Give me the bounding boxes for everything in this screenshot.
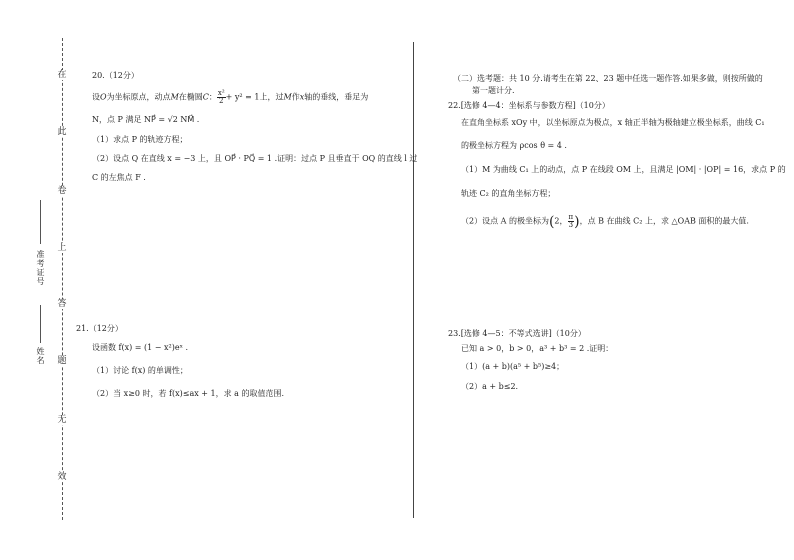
seal-char: 卷 (57, 186, 67, 196)
seal-char: 此 (57, 127, 67, 137)
column-divider (413, 42, 414, 518)
q22-part1-a: （1）M 为曲线 C₁ 上的动点，点 P 在线段 OM 上，且满足 |OM| · |OP| = 16，求点 P 的 (461, 165, 786, 174)
q23-title: 23.[选修 4—5：不等式选讲]（10分） (448, 329, 586, 338)
q20-part2-a: （2）设点 Q 在直线 x = −3 上，且 OP⃗ · PQ⃗ = 1 .证明：过点 P 且垂直于 OQ 的直线 l 过 (92, 154, 418, 163)
seal-char: 在 (57, 70, 67, 80)
q22-part1-b: 轨迹 C₂ 的直角坐标方程； (461, 189, 556, 198)
q23-line1: 已知 a > 0，b > 0，a³ + b³ = 2 .证明： (461, 344, 614, 353)
polar-angle-fraction: $\frac{\pi}{3}$ (568, 213, 574, 229)
seal-char: 效 (57, 472, 67, 482)
q20-line1: 设O为坐标原点，动点M在椭圆C： $\frac{\text{x²}}{2}$ + y² = 1上，过M作x轴的垂线，垂足为 (92, 89, 369, 105)
q22-line2: 的极坐标方程为 ρcos θ = 4 . (461, 141, 567, 150)
polar-coord-paren: ( (548, 213, 555, 230)
seal-char: 无 (57, 415, 67, 425)
q21-title: 21.（12分） (76, 324, 123, 333)
q22-title: 22.[选修 4—4：坐标系与参数方程]（10分） (448, 101, 610, 110)
q23-part1: （1）(a + b)(a⁵ + b⁵)≥4； (461, 362, 565, 371)
q21-part2: （2）当 x≥0 时，若 f(x)≤ax + 1，求 a 的取值范围. (92, 389, 284, 398)
q21-line1: 设函数 f(x) = (1 − x²)eˣ . (92, 343, 189, 352)
exam-number-line (40, 200, 41, 244)
name-label: 姓名 (36, 347, 45, 365)
q20-part2-b: C 的左焦点 F . (92, 173, 146, 182)
exam-number-label: 准考证号 (36, 250, 45, 286)
seal-char: 题 (57, 356, 67, 366)
elective-line2: 第一题计分. (472, 86, 515, 95)
q23-part2: （2）a + b≤2. (461, 382, 519, 391)
name-line (40, 305, 41, 343)
binding-margin (0, 0, 80, 560)
ellipse-fraction: $\frac{\text{x²}}{2}$ (217, 89, 225, 105)
seal-dashed-line (62, 38, 63, 520)
seal-char: 上 (57, 243, 67, 253)
seal-char: 答 (57, 299, 67, 309)
q20-line2: N，点 P 满足 NP⃗ = √2 NM⃗ . (92, 115, 200, 124)
elective-line1: （二）选考题：共 10 分.请考生在第 22、23 题中任选一题作答.如果多做，则按所做的 (453, 74, 763, 83)
q22-part2: （2）设点 A 的极坐标为(2， $\frac{\pi}{3}$ )，点 B 在曲线 C₂ 上，求 △OAB 面积的最大值. (461, 213, 749, 230)
q20-title: 20.（12分） (92, 71, 139, 80)
q21-part1: （1）讨论 f(x) 的单调性； (92, 366, 188, 375)
q22-line1: 在直角坐标系 xOy 中，以坐标原点为极点，x 轴正半轴为极轴建立极坐标系，曲线 C₁ (461, 118, 765, 127)
q20-part1: （1）求点 P 的轨迹方程； (92, 135, 188, 144)
